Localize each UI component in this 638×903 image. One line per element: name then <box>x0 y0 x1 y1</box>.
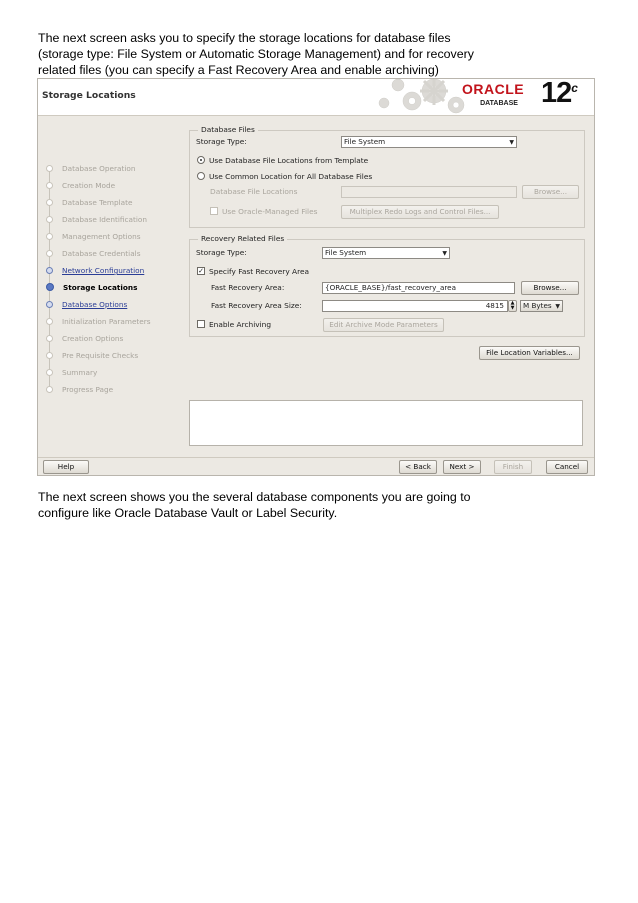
chevron-down-icon: ▼ <box>555 303 560 310</box>
nav-step-storage-locations: Storage Locations <box>46 283 137 297</box>
edit-archive-params-button[interactable]: Edit Archive Mode Parameters <box>323 318 444 332</box>
use-common-location-label: Use Common Location for All Database Files <box>209 172 373 181</box>
nav-step-database-options[interactable]: Database Options <box>46 300 127 314</box>
fra-path-input[interactable]: {ORACLE_BASE}/fast_recovery_area <box>322 282 515 294</box>
db-storage-type-select[interactable]: File System ▼ <box>341 136 517 148</box>
file-location-variables-button[interactable]: File Location Variables... <box>479 346 580 360</box>
spinner-down-icon: ▼ <box>510 305 515 311</box>
followup-paragraph: The next screen shows you the several database components you are going to configure like Oracle Database Vault or Label Security. <box>38 490 471 520</box>
database-files-title: Database Files <box>198 125 258 134</box>
recovery-files-title: Recovery Related Files <box>198 234 287 243</box>
enable-archiving-checkbox[interactable] <box>197 320 205 328</box>
multiplex-button[interactable]: Multiplex Redo Logs and Control Files... <box>341 205 499 219</box>
next-button[interactable]: Next > <box>443 460 481 474</box>
installer-screenshot <box>37 78 595 476</box>
spinner-up-icon: ▲ <box>510 300 515 306</box>
intro-paragraph: The next screen asks you to specify the storage locations for database files (storage type: File System or Automatic Storage Management) and for recovery related files (you can specify a Fast Recovery Area and enable archiving) <box>38 31 474 77</box>
nav-step-database-identification: Database Identification <box>46 215 147 229</box>
step-dot-icon <box>46 165 53 172</box>
step-dot-icon <box>46 369 53 376</box>
nav-step-initialization-parameters: Initialization Parameters <box>46 317 151 331</box>
radio-use-template-locations[interactable] <box>197 156 205 164</box>
use-template-locations-label: Use Database File Locations from Template <box>209 156 369 165</box>
nav-step-summary: Summary <box>46 368 97 382</box>
use-omf-checkbox[interactable] <box>210 207 218 215</box>
nav-step-database-template: Database Template <box>46 198 132 212</box>
db-file-locations-input[interactable] <box>341 186 517 198</box>
rec-storage-type-select[interactable]: File System ▼ <box>322 247 450 259</box>
db-browse-button[interactable]: Browse... <box>522 185 579 199</box>
oracle-brand: ORACLE <box>462 81 525 97</box>
step-dot-icon <box>46 199 53 206</box>
fra-size-unit-select[interactable]: M Bytes ▼ <box>520 300 563 312</box>
version-number: 12 <box>541 78 572 109</box>
fra-size-input[interactable]: 4815 <box>322 300 508 312</box>
radio-use-common-location[interactable] <box>197 172 205 180</box>
bottom-divider <box>38 457 594 458</box>
message-area <box>189 400 583 446</box>
fra-size-label: Fast Recovery Area Size: <box>211 301 302 310</box>
step-dot-icon <box>46 352 53 359</box>
step-dot-icon <box>46 386 53 393</box>
cancel-button[interactable]: Cancel <box>546 460 588 474</box>
oracle-logo <box>462 82 536 107</box>
help-button[interactable]: Help <box>43 460 89 474</box>
version-badge <box>541 78 577 110</box>
fra-label: Fast Recovery Area: <box>211 283 285 292</box>
rec-storage-type-label: Storage Type: <box>196 248 247 257</box>
fra-browse-button[interactable]: Browse... <box>521 281 579 295</box>
header-banner <box>38 79 594 116</box>
enable-archiving-label: Enable Archiving <box>209 320 272 329</box>
current-step-icon <box>46 283 54 291</box>
step-dot-icon <box>46 267 53 274</box>
nav-step-database-operation: Database Operation <box>46 164 135 178</box>
wizard-steps-nav <box>38 116 184 457</box>
fra-size-spinner[interactable] <box>508 300 517 312</box>
db-storage-type-label: Storage Type: <box>196 137 247 146</box>
specify-fra-label: Specify Fast Recovery Area <box>209 267 310 276</box>
specify-fra-checkbox[interactable]: ✓ <box>198 267 204 275</box>
chevron-down-icon: ▼ <box>509 139 514 146</box>
step-dot-icon <box>46 216 53 223</box>
step-dot-icon <box>46 301 53 308</box>
db-file-locations-label: Database File Locations <box>210 187 298 196</box>
oracle-brand-sub: DATABASE <box>480 100 518 107</box>
nav-step-progress-page: Progress Page <box>46 385 113 399</box>
finish-button[interactable]: Finish <box>494 460 532 474</box>
step-dot-icon <box>46 335 53 342</box>
step-dot-icon <box>46 318 53 325</box>
nav-step-management-options: Management Options <box>46 232 141 246</box>
nav-step-database-credentials: Database Credentials <box>46 249 141 263</box>
step-dot-icon <box>46 250 53 257</box>
nav-step-creation-options: Creation Options <box>46 334 123 348</box>
nav-step-creation-mode: Creation Mode <box>46 181 115 195</box>
use-omf-label: Use Oracle-Managed Files <box>222 207 318 216</box>
step-dot-icon <box>46 182 53 189</box>
chevron-down-icon: ▼ <box>442 250 447 257</box>
nav-step-prerequisite-checks: Pre Requisite Checks <box>46 351 138 365</box>
version-suffix: c <box>571 81 577 95</box>
step-dot-icon <box>46 233 53 240</box>
back-button[interactable]: < Back <box>399 460 437 474</box>
nav-step-network-configuration[interactable]: Network Configuration <box>46 266 144 280</box>
page-title: Storage Locations <box>42 90 136 101</box>
